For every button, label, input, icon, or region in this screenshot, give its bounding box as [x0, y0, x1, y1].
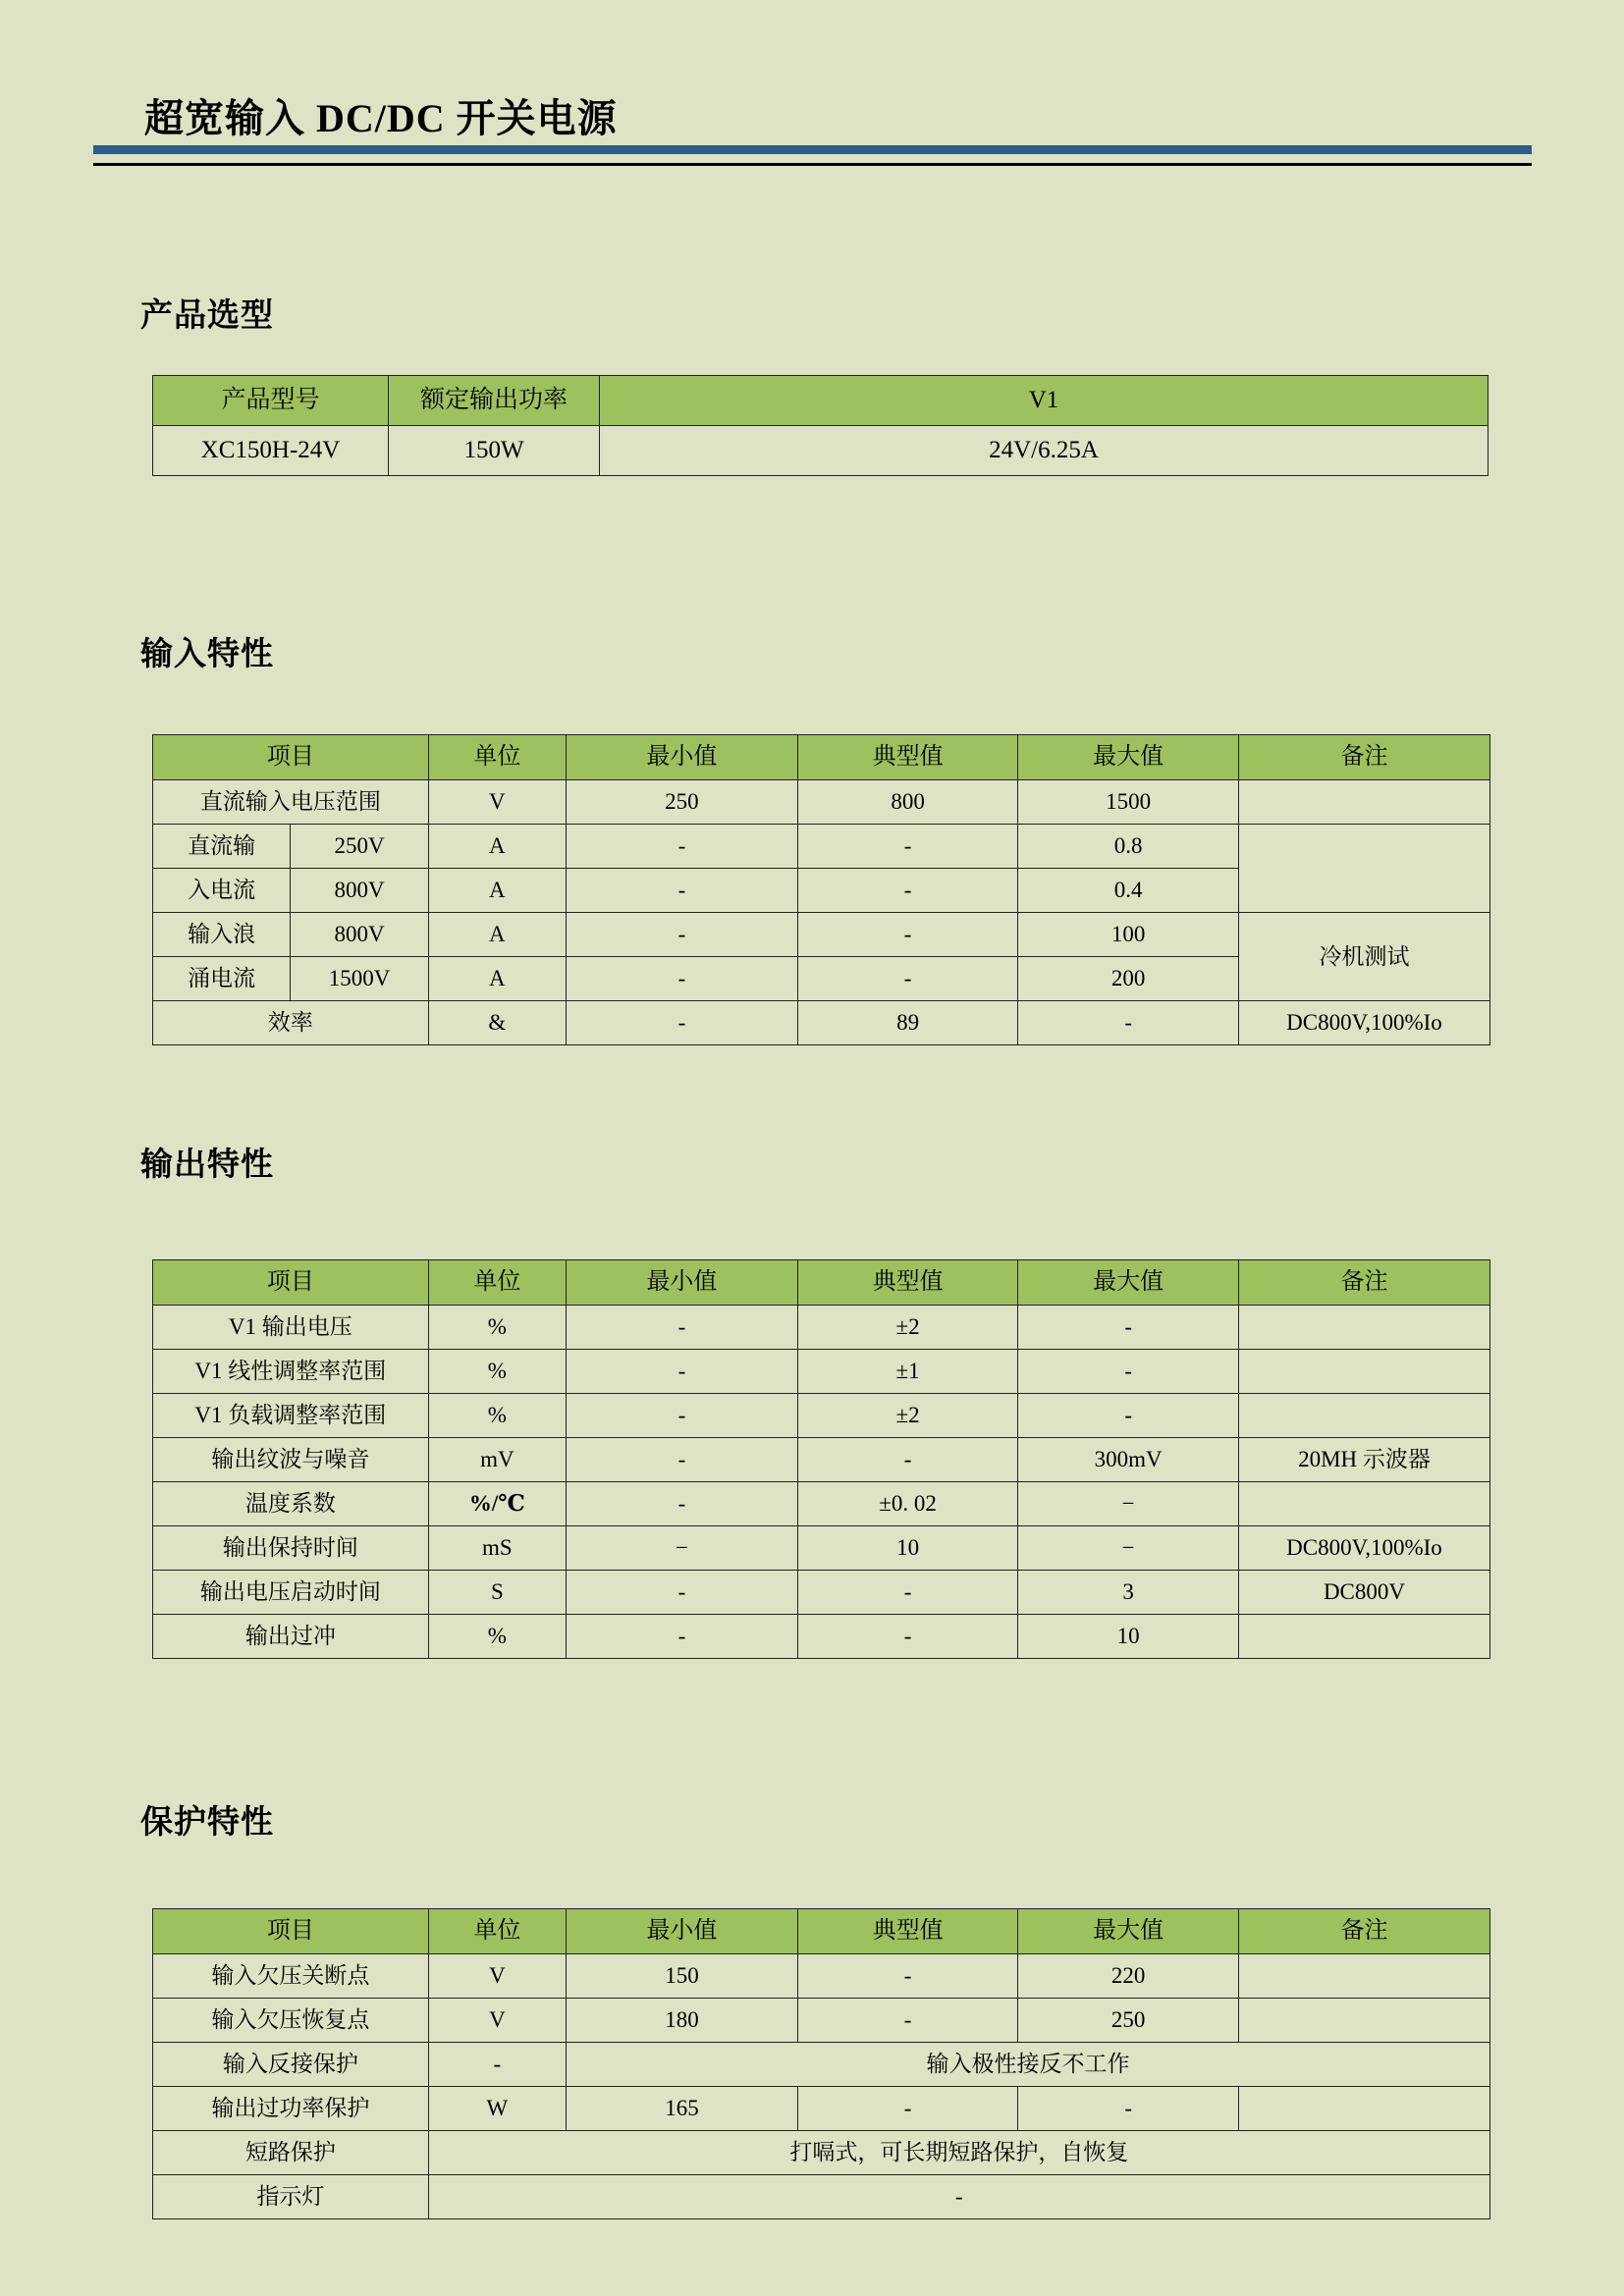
- header-rule-gap: [93, 154, 1532, 163]
- cell-unit: %/℃: [428, 1482, 566, 1526]
- cell-note: [1238, 1306, 1489, 1350]
- cell-max: 250: [1018, 1999, 1239, 2043]
- cell-max: −: [1018, 1482, 1239, 1526]
- header-v1: V1: [600, 376, 1489, 426]
- table-row: [153, 1999, 1490, 2043]
- cell-max: 10: [1018, 1615, 1239, 1659]
- header-max: 最大值: [1018, 1909, 1239, 1954]
- cell-max: -: [1018, 1394, 1239, 1438]
- cell-item: 直流输入电压范围: [153, 780, 429, 825]
- cell-note: DC800V,100%Io: [1238, 1526, 1489, 1571]
- cell-typ: 800: [797, 780, 1018, 825]
- cell-min: -: [567, 1571, 798, 1615]
- cell-typ: 89: [797, 1001, 1018, 1045]
- cell-note: [1238, 1615, 1489, 1659]
- protection-characteristics-table: [152, 1908, 1490, 2219]
- section-heading-selection: 产品选型: [140, 298, 274, 334]
- header-note: 备注: [1238, 1260, 1489, 1306]
- cell-item: 输出过功率保护: [153, 2087, 429, 2131]
- cell-typ: -: [797, 1999, 1018, 2043]
- cell-condition: 1500V: [291, 957, 428, 1001]
- cell-typ: -: [797, 1571, 1018, 1615]
- header-item: 项目: [153, 1260, 429, 1306]
- cell-note: DC800V: [1238, 1571, 1489, 1615]
- header-unit: 单位: [428, 1909, 566, 1954]
- cell-note: [1238, 825, 1489, 913]
- cell-max: -: [1018, 2087, 1239, 2131]
- cell-span-text: 输入极性接反不工作: [567, 2043, 1490, 2087]
- table-row: [153, 1571, 1490, 1615]
- header-item: 项目: [153, 1909, 429, 1954]
- cell-typ: -: [797, 913, 1018, 957]
- product-selection-table: [152, 375, 1489, 476]
- cell-item: 短路保护: [153, 2131, 429, 2175]
- header-rule-blue: [93, 145, 1532, 154]
- cell-unit: mS: [428, 1526, 566, 1571]
- table-header-row: [153, 1909, 1490, 1954]
- cell-note: [1238, 780, 1489, 825]
- cell-unit: S: [428, 1571, 566, 1615]
- cell-min: 250: [567, 780, 798, 825]
- cell-typ: -: [797, 2087, 1018, 2131]
- cell-min: -: [567, 1482, 798, 1526]
- table-row: [153, 1615, 1490, 1659]
- cell-typ: -: [797, 869, 1018, 913]
- table-row: [153, 1350, 1490, 1394]
- cell-unit: %: [428, 1615, 566, 1659]
- cell-max: 1500: [1018, 780, 1239, 825]
- cell-min: -: [567, 1615, 798, 1659]
- cell-typ: ±1: [797, 1350, 1018, 1394]
- table-row: [153, 2175, 1490, 2219]
- cell-group-label: 直流输: [153, 825, 291, 869]
- cell-item: 输入欠压关断点: [153, 1954, 429, 1999]
- cell-unit: &: [428, 1001, 566, 1045]
- table-row: [153, 1954, 1490, 1999]
- table-row: [153, 1482, 1490, 1526]
- header-min: 最小值: [567, 735, 798, 780]
- cell-unit: -: [428, 2043, 566, 2087]
- cell-item: V1 线性调整率范围: [153, 1350, 429, 1394]
- header-power: 额定输出功率: [389, 376, 600, 426]
- cell-item: 输出电压启动时间: [153, 1571, 429, 1615]
- document-header: [93, 96, 1532, 166]
- cell-typ: ±0. 02: [797, 1482, 1018, 1526]
- section-heading-output: 输出特性: [140, 1148, 274, 1183]
- output-characteristics-table: [152, 1259, 1490, 1659]
- cell-unit: V: [428, 780, 566, 825]
- header-model: 产品型号: [153, 376, 389, 426]
- cell-note: DC800V,100%Io: [1238, 1001, 1489, 1045]
- table-row: [153, 2087, 1490, 2131]
- cell-unit: W: [428, 2087, 566, 2131]
- cell-v1: 24V/6.25A: [600, 426, 1489, 476]
- cell-item: 输出保持时间: [153, 1526, 429, 1571]
- cell-max: 3: [1018, 1571, 1239, 1615]
- header-min: 最小值: [567, 1909, 798, 1954]
- table-header-row: [153, 735, 1490, 780]
- header-typ: 典型值: [797, 1909, 1018, 1954]
- cell-min: -: [567, 1394, 798, 1438]
- cell-unit: A: [428, 913, 566, 957]
- cell-max: 220: [1018, 1954, 1239, 1999]
- cell-min: -: [567, 869, 798, 913]
- cell-max: 0.4: [1018, 869, 1239, 913]
- cell-group-label: 入电流: [153, 869, 291, 913]
- cell-unit: mV: [428, 1438, 566, 1482]
- cell-min: -: [567, 825, 798, 869]
- table-row: [153, 1394, 1490, 1438]
- cell-power: 150W: [389, 426, 600, 476]
- cell-max: 100: [1018, 913, 1239, 957]
- header-note: 备注: [1238, 1909, 1489, 1954]
- cell-unit: A: [428, 869, 566, 913]
- cell-model: XC150H-24V: [153, 426, 389, 476]
- cell-min: -: [567, 1438, 798, 1482]
- cell-typ: -: [797, 1438, 1018, 1482]
- cell-note: 冷机测试: [1238, 913, 1489, 1001]
- header-max: 最大值: [1018, 735, 1239, 780]
- cell-item: V1 输出电压: [153, 1306, 429, 1350]
- header-unit: 单位: [428, 735, 566, 780]
- cell-typ: 10: [797, 1526, 1018, 1571]
- cell-span-text: -: [428, 2175, 1489, 2219]
- table-header-row: [153, 1260, 1490, 1306]
- table-row: [153, 1438, 1490, 1482]
- cell-note: [1238, 2087, 1489, 2131]
- cell-min: -: [567, 1306, 798, 1350]
- cell-note: [1238, 1999, 1489, 2043]
- cell-max: -: [1018, 1306, 1239, 1350]
- cell-item: 效率: [153, 1001, 429, 1045]
- table-row: [153, 1526, 1490, 1571]
- input-characteristics-table: [152, 734, 1490, 1045]
- cell-item: 输入欠压恢复点: [153, 1999, 429, 2043]
- cell-note: [1238, 1394, 1489, 1438]
- section-heading-protection: 保护特性: [140, 1805, 274, 1841]
- cell-group-label: 输入浪: [153, 913, 291, 957]
- header-note: 备注: [1238, 735, 1489, 780]
- table-row: [153, 913, 1490, 957]
- cell-unit: %: [428, 1350, 566, 1394]
- cell-unit: %: [428, 1306, 566, 1350]
- cell-condition: 800V: [291, 913, 428, 957]
- table-row: [153, 825, 1490, 869]
- cell-item: 输入反接保护: [153, 2043, 429, 2087]
- cell-condition: 800V: [291, 869, 428, 913]
- cell-unit: A: [428, 825, 566, 869]
- table-row: [153, 1306, 1490, 1350]
- cell-min: 150: [567, 1954, 798, 1999]
- cell-item: 温度系数: [153, 1482, 429, 1526]
- cell-max: 200: [1018, 957, 1239, 1001]
- section-heading-input: 输入特性: [140, 637, 274, 672]
- cell-typ: ±2: [797, 1394, 1018, 1438]
- cell-typ: -: [797, 957, 1018, 1001]
- cell-max: -: [1018, 1350, 1239, 1394]
- cell-typ: -: [797, 1615, 1018, 1659]
- cell-min: −: [567, 1526, 798, 1571]
- cell-min: -: [567, 957, 798, 1001]
- table-row: [153, 426, 1489, 476]
- cell-max: -: [1018, 1001, 1239, 1045]
- cell-min: -: [567, 1350, 798, 1394]
- cell-min: -: [567, 913, 798, 957]
- table-row: [153, 1001, 1490, 1045]
- cell-condition: 250V: [291, 825, 428, 869]
- header-item: 项目: [153, 735, 429, 780]
- header-max: 最大值: [1018, 1260, 1239, 1306]
- cell-unit: V: [428, 1999, 566, 2043]
- header-rule-black: [93, 163, 1532, 166]
- cell-note: [1238, 1954, 1489, 1999]
- cell-max: 300mV: [1018, 1438, 1239, 1482]
- cell-unit: V: [428, 1954, 566, 1999]
- header-typ: 典型值: [797, 1260, 1018, 1306]
- cell-typ: ±2: [797, 1306, 1018, 1350]
- cell-note: [1238, 1482, 1489, 1526]
- cell-min: 165: [567, 2087, 798, 2131]
- cell-item: 输出纹波与噪音: [153, 1438, 429, 1482]
- cell-unit: A: [428, 957, 566, 1001]
- cell-max: −: [1018, 1526, 1239, 1571]
- table-row: [153, 780, 1490, 825]
- cell-min: 180: [567, 1999, 798, 2043]
- cell-note: 20MH 示波器: [1238, 1438, 1489, 1482]
- cell-item: V1 负载调整率范围: [153, 1394, 429, 1438]
- cell-group-label: 涌电流: [153, 957, 291, 1001]
- cell-item: 输出过冲: [153, 1615, 429, 1659]
- header-typ: 典型值: [797, 735, 1018, 780]
- table-row: [153, 2131, 1490, 2175]
- cell-max: 0.8: [1018, 825, 1239, 869]
- table-header-row: [153, 376, 1489, 426]
- cell-unit: %: [428, 1394, 566, 1438]
- header-min: 最小值: [567, 1260, 798, 1306]
- cell-min: -: [567, 1001, 798, 1045]
- cell-typ: -: [797, 825, 1018, 869]
- page-title: 超宽输入 DC/DC 开关电源: [144, 96, 618, 140]
- cell-span-text: 打嗝式，可长期短路保护，自恢复: [428, 2131, 1489, 2175]
- cell-item: 指示灯: [153, 2175, 429, 2219]
- header-unit: 单位: [428, 1260, 566, 1306]
- table-row: [153, 2043, 1490, 2087]
- cell-note: [1238, 1350, 1489, 1394]
- cell-typ: -: [797, 1954, 1018, 1999]
